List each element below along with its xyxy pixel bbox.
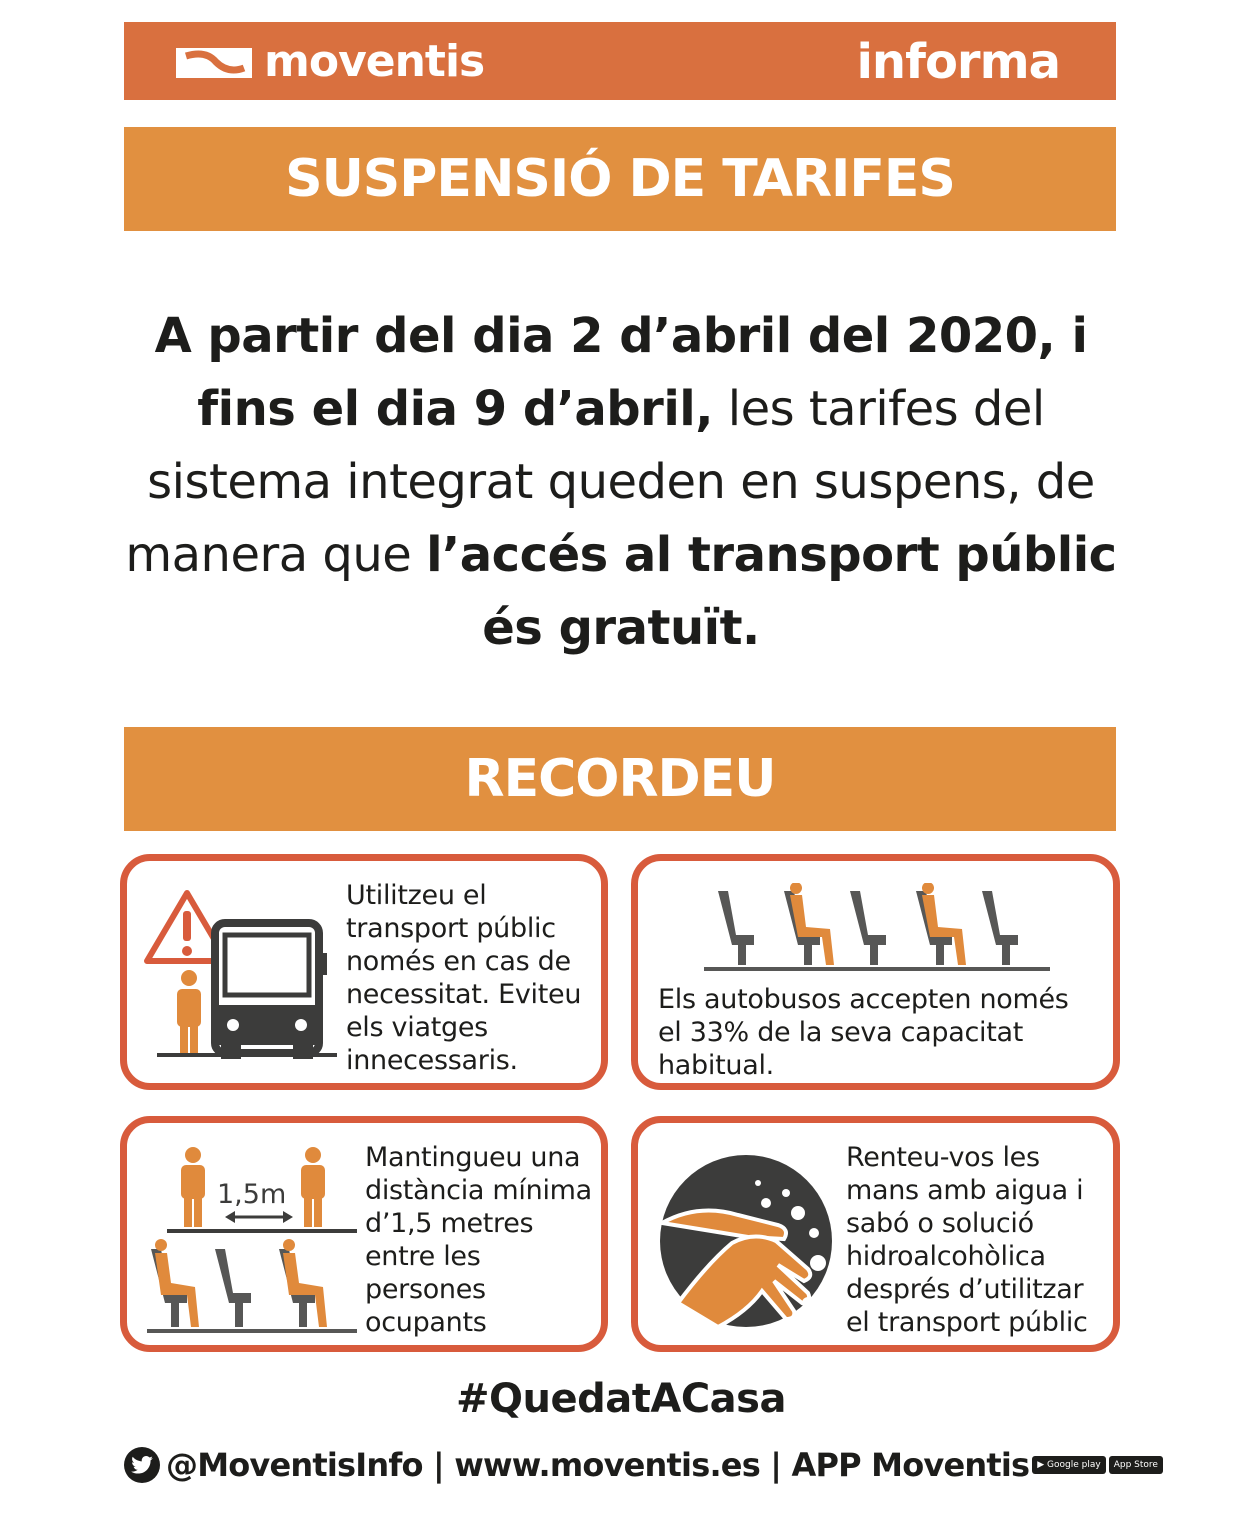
app-store-label: App Store bbox=[1113, 1460, 1158, 1470]
distance-label: 1,5m bbox=[217, 1179, 287, 1210]
distance-icon bbox=[147, 1145, 367, 1335]
intro-bold-dates: A partir del dia 2 d’abril del 2020, i fins el dia 9 d’abril, bbox=[154, 308, 1088, 437]
website-link[interactable]: www.moventis.es bbox=[454, 1446, 760, 1484]
page-title: SUSPENSIÓ DE TARIFES bbox=[124, 127, 1116, 231]
twitter-handle[interactable]: @MoventisInfo bbox=[166, 1446, 423, 1484]
warning-bus-icon bbox=[137, 883, 337, 1063]
header-tagline: informa bbox=[856, 34, 1060, 90]
app-store-badge[interactable] bbox=[1109, 1456, 1163, 1474]
header-bar bbox=[124, 22, 1116, 100]
google-play-badge[interactable]: ▶ Google play bbox=[1032, 1456, 1105, 1474]
hashtag: #QuedatACasa bbox=[456, 1376, 786, 1422]
twitter-icon[interactable] bbox=[124, 1447, 160, 1483]
intro-bold-free: l’accés al transport públic és gratuït. bbox=[426, 527, 1117, 656]
intro-body: les tarifes del sistema integrat queden en suspens, de manera que bbox=[125, 381, 1095, 583]
footer-separator: | bbox=[422, 1446, 455, 1484]
moventis-logo-icon bbox=[176, 48, 252, 78]
card-capacity-text: Els autobusos accepten només el 33% de la seva capacitat habitual. bbox=[658, 984, 1069, 1081]
footer-separator: | bbox=[759, 1446, 792, 1484]
intro-text bbox=[110, 300, 1132, 665]
card-necessity bbox=[120, 854, 608, 1090]
bus-seats-icon bbox=[702, 883, 1052, 975]
recordeu-heading: RECORDEU bbox=[124, 727, 1116, 831]
card-handwash bbox=[631, 1116, 1120, 1352]
brand-name: moventis bbox=[264, 36, 485, 87]
card-handwash-text: Renteu-vos les mans amb aigua i sabó o solució hidroalcohòlica després d’utilitzar el transport públic bbox=[846, 1142, 1088, 1338]
footer bbox=[124, 1442, 1163, 1488]
google-play-label: Google play bbox=[1047, 1460, 1101, 1470]
card-distance-text: Mantingueu una distància mínima d’1,5 metres entre les persones ocupants bbox=[365, 1142, 592, 1338]
app-name: APP Moventis bbox=[791, 1446, 1030, 1484]
card-capacity bbox=[631, 854, 1120, 1090]
card-necessity-text: Utilitzeu el transport públic només en cas de necessitat. Eviteu els viatges innecessaris. bbox=[346, 880, 582, 1076]
card-distance bbox=[120, 1116, 608, 1352]
hand-wash-icon bbox=[658, 1153, 838, 1333]
